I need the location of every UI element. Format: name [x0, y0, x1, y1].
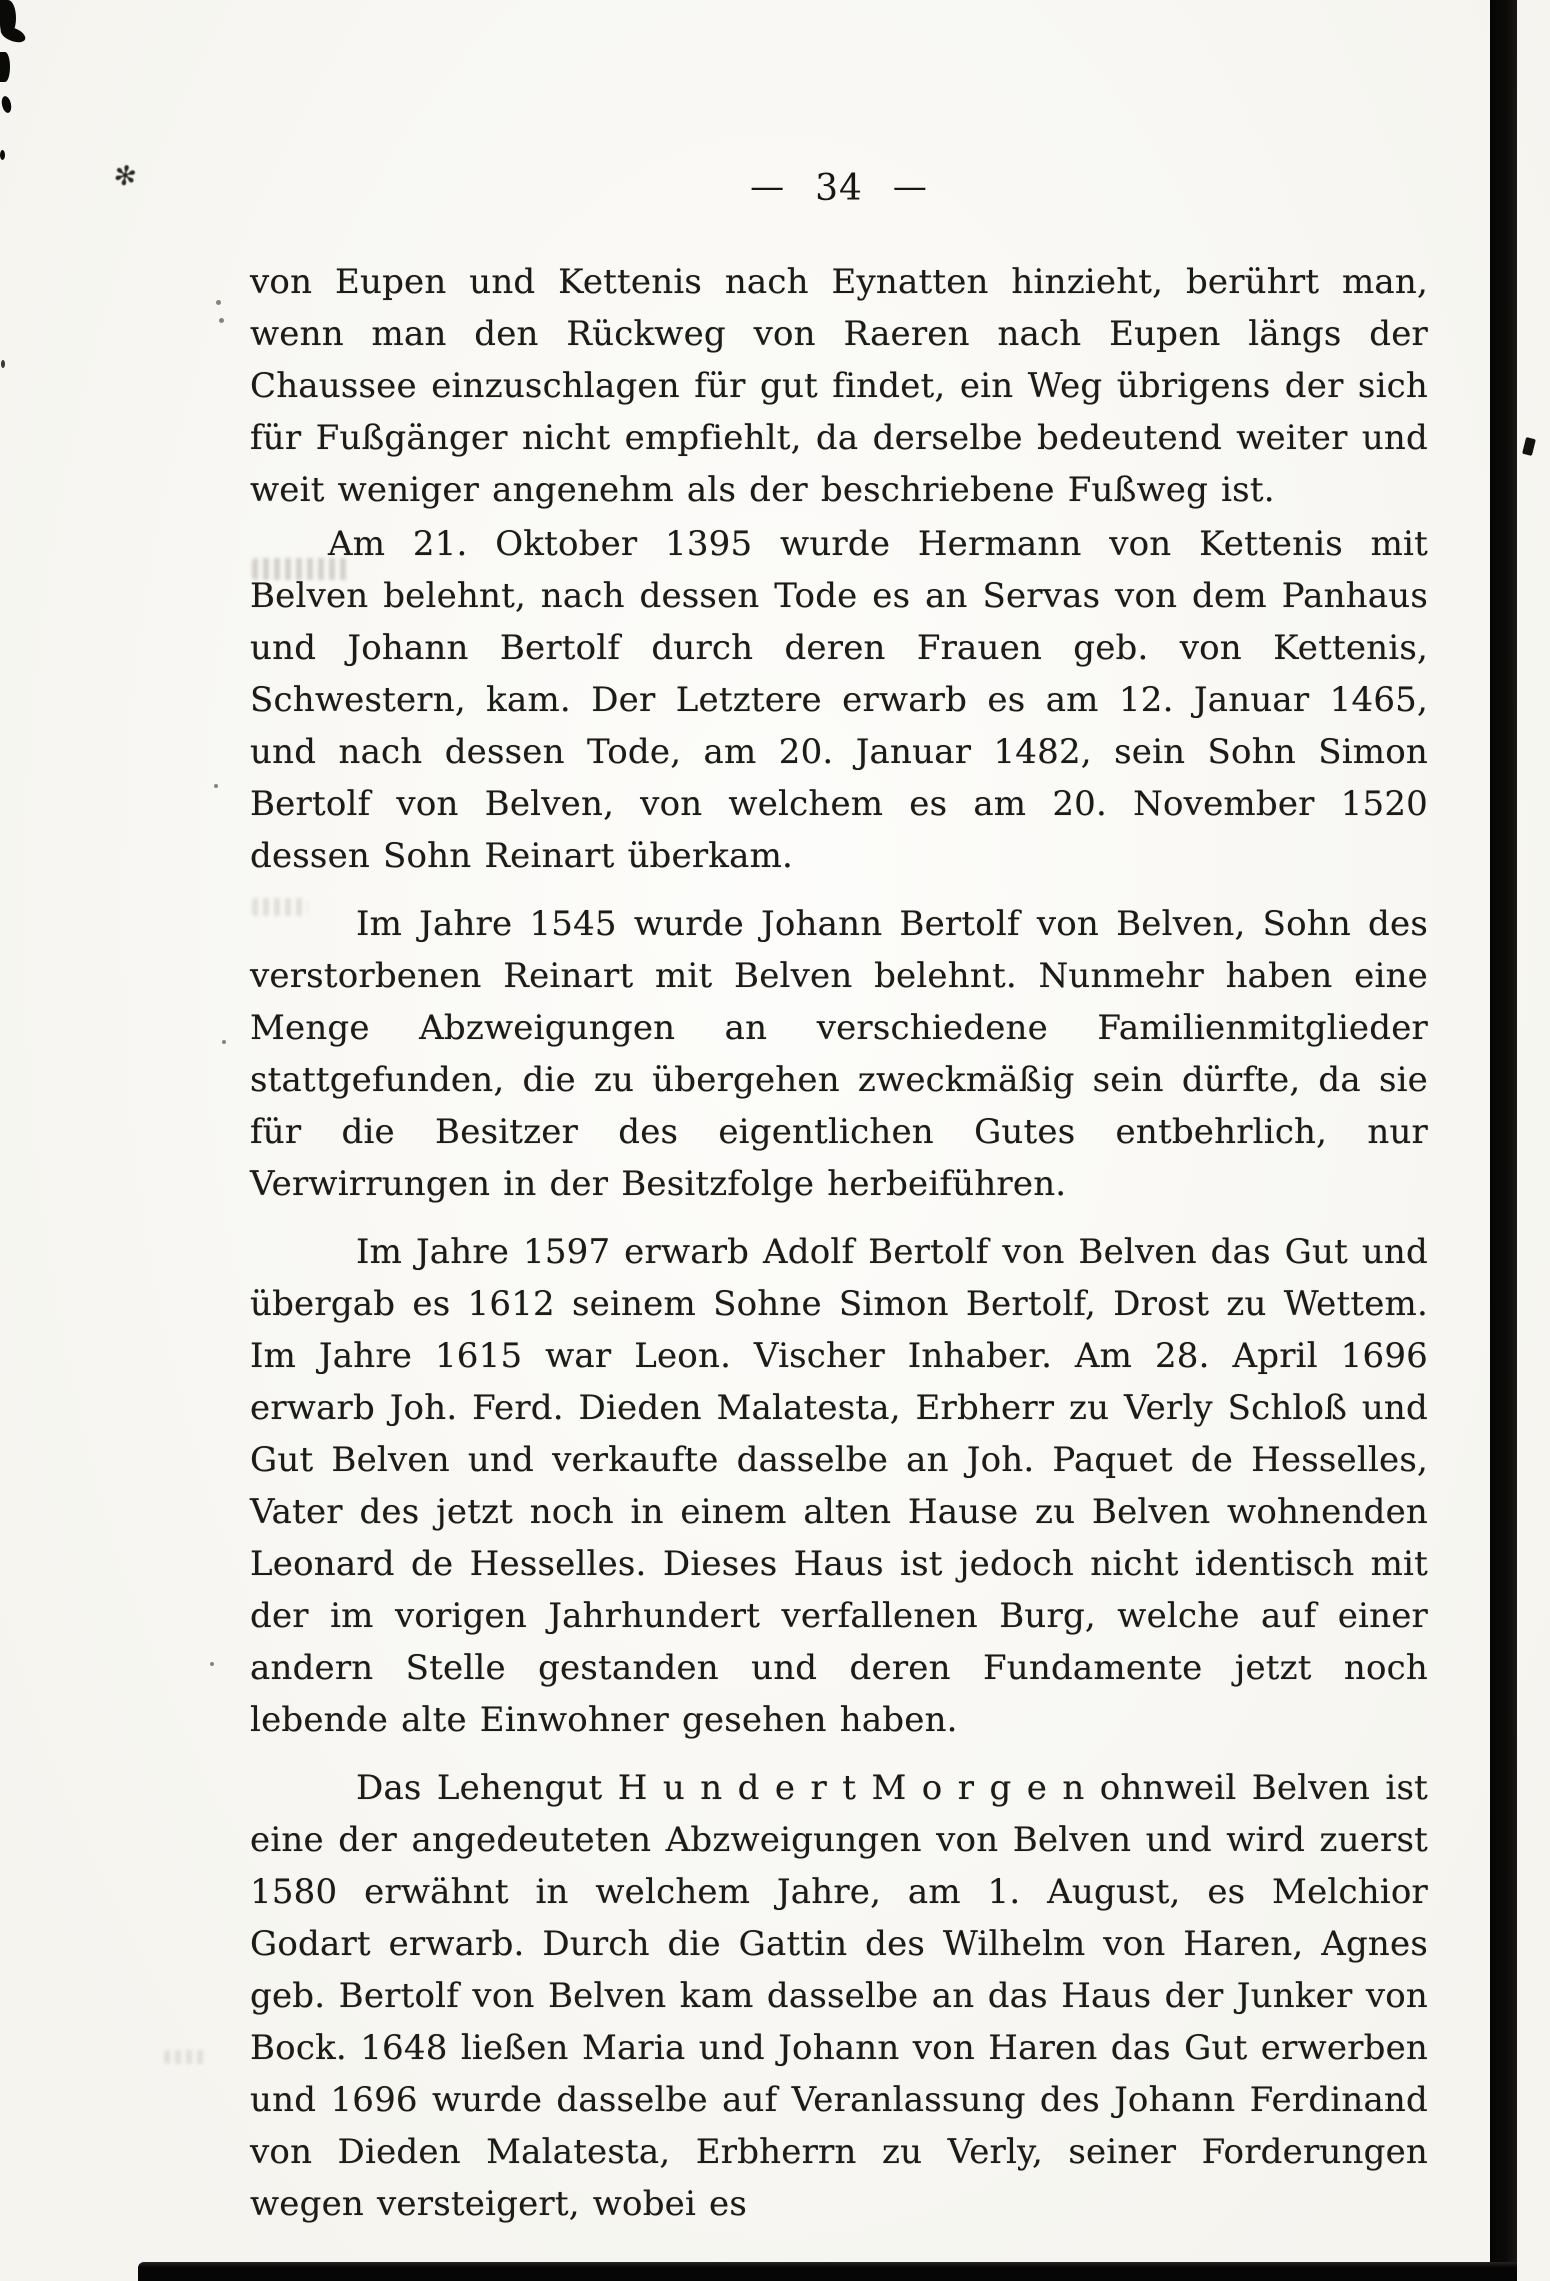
ink-splatter-mark [108, 160, 143, 195]
ink-speck-right-margin [1522, 437, 1536, 456]
header-dash-left: — [750, 167, 786, 207]
paragraph-4: Im Jahre 1597 erwarb Adolf Bertolf von Belven das Gut und übergab es 1612 seinem Sohne Simon Bertolf, Drost zu Wettem. Im Jahre 1615 war Leon. Vischer Inhaber. Am 28. April 1696 erwarb Joh. Ferd. Dieden Malatesta, Erbherr zu Verly Schloß und Gut Belven und verkaufte dasselbe an Joh. Paquet de Hesselles, Vater des jetzt noch in einem alten Hause zu Belven wohnenden Leonard de Hesselles. Dieses Haus ist jedoch nicht identisch mit der im vorigen Jahrhundert verfallenen Burg, welche auf einer andern Stelle gestanden und deren Fundamente jetzt noch lebende alte Einwohner gesehen haben. [250, 1232, 1428, 1740]
pencil-smudge-2 [252, 898, 308, 916]
ink-blot-corner-3 [0, 52, 10, 82]
page-header [250, 168, 1428, 209]
margin-speck-4 [222, 1040, 226, 1044]
page-number: 34 [815, 168, 863, 209]
paragraph-1: von Eupen und Kettenis nach Eynatten hinzieht, berührt man, wenn man den Rückweg von Raeren nach Eupen längs der Chaussee einzuschlagen für gut findet, ein Weg übrigens der sich für Fußgänger nicht empfiehlt, da derselbe bedeutend weiter und weit weniger angenehm als der beschriebene Fußweg ist. [250, 262, 1428, 510]
text-block [250, 256, 1428, 2230]
paragraph-5: Das Lehengut H u n d e r t M o r g e n ohnweil Belven ist eine der angedeuteten Abzweigungen von Belven und wird zuerst 1580 erwähnt in welchem Jahre, am 1. August, es Melchior Godart erwarb. Durch die Gattin des Wilhelm von Haren, Agnes geb. Bertolf von Belven kam dasselbe an das Haus der Junker von Bock. 1648 ließen Maria und Johann von Haren das Gut erwerben und 1696 wurde dasselbe auf Veranlassung des Johann Ferdinand von Dieden Malatesta, Erbherrn zu Verly, seiner Forderungen wegen versteigert, wobei es [250, 1768, 1428, 2224]
ink-speck-edge-2 [0, 150, 5, 160]
ink-speck-edge-3 [1, 360, 5, 368]
margin-speck-2 [219, 318, 224, 323]
scan-edge-bar-right [1490, 0, 1517, 2281]
ink-speck-edge-1 [0, 95, 12, 113]
ink-blot-corner-2 [0, 24, 27, 46]
scan-edge-bar-bottom [138, 2262, 1517, 2281]
margin-speck-3 [214, 784, 218, 788]
margin-speck-1 [216, 300, 221, 305]
paragraph-2: Am 21. Oktober 1395 wurde Hermann von Kettenis mit Belven belehnt, nach dessen Tode es an Servas von dem Panhaus und Johann Bertolf durch deren Frauen geb. von Kettenis, Schwestern, kam. Der Letztere erwarb es am 12. Januar 1465, und nach dessen Tode, am 20. Januar 1482, sein Sohn Simon Bertolf von Belven, von welchem es am 20. November 1520 dessen Sohn Reinart überkam. [250, 524, 1428, 876]
pencil-smudge-1 [252, 558, 350, 580]
paragraph-3: Im Jahre 1545 wurde Johann Bertolf von Belven, Sohn des verstorbenen Reinart mit Belven belehnt. Nunmehr haben eine Menge Abzweigungen an verschiedene Familienmitglieder stattgefunden, die zu übergehen zweckmäßig sein dürfte, da sie für die Besitzer des eigentlichen Gutes entbehrlich, nur Verwirrungen in der Besitzfolge herbeiführen. [250, 904, 1428, 1204]
margin-speck-5 [210, 1662, 214, 1666]
header-dash-right: — [892, 167, 928, 207]
pencil-smudge-3 [164, 2050, 208, 2064]
